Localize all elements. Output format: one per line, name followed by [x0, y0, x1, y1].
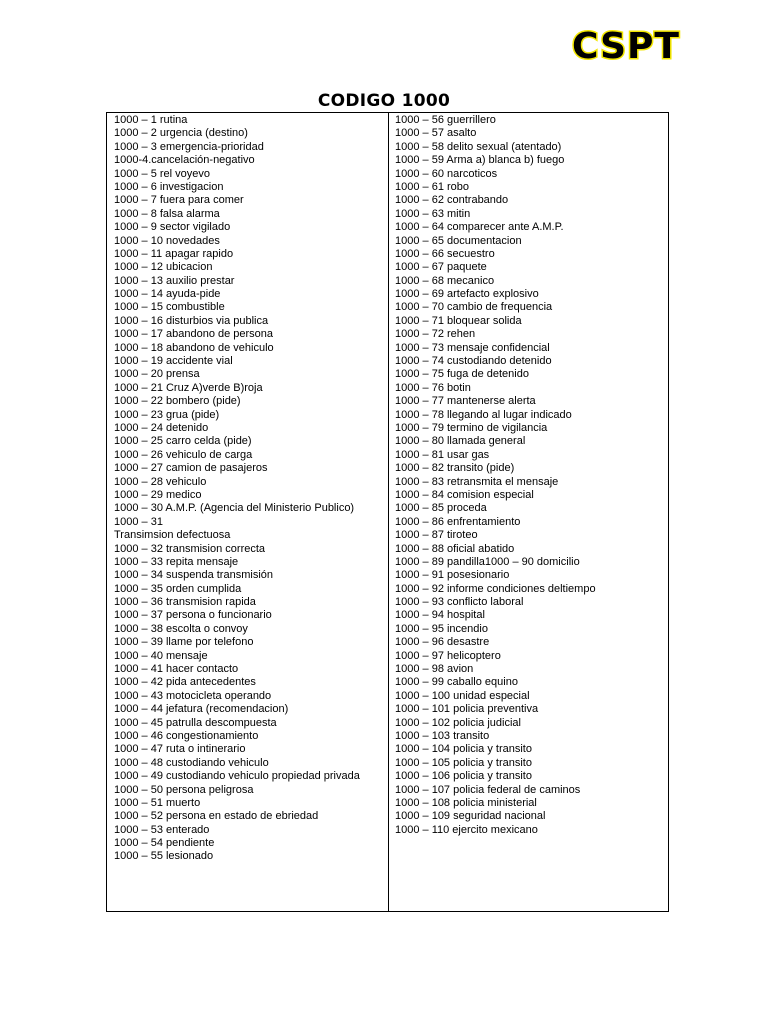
- code-entry: 1000 – 64 comparecer ante A.M.P.: [395, 221, 564, 234]
- code-entry: 1000 – 18 abandono de vehiculo: [114, 341, 274, 354]
- code-entry: 1000 – 14 ayuda-pide: [114, 288, 221, 301]
- code-entry: 1000 – 62 contrabando: [395, 194, 509, 207]
- code-entry: 1000 – 3 emergencia-prioridad: [114, 140, 264, 153]
- code-entry: Transimsion defectuosa: [114, 529, 231, 542]
- code-entry: 1000 – 82 transito (pide): [395, 462, 515, 475]
- page-title: CODIGO 1000: [317, 91, 451, 111]
- code-entry: 1000 – 43 motocicleta operando: [114, 689, 272, 702]
- codes-column-right: [389, 113, 668, 911]
- codes-table: [106, 112, 669, 912]
- code-entry: 1000 – 44 jefatura (recomendacion): [114, 703, 289, 716]
- code-entry: 1000 – 69 artefacto explosivo: [395, 288, 539, 301]
- code-entry: 1000 – 1 rutina: [114, 114, 188, 126]
- code-entry: 1000 – 73 mensaje confidencial: [395, 341, 550, 354]
- code-entry: 1000 – 54 pendiente: [114, 837, 215, 850]
- code-entry: 1000 – 56 guerrillero: [395, 114, 496, 126]
- code-entry: 1000 – 81 usar gas: [395, 448, 490, 461]
- code-entry: 1000 – 95 incendio: [395, 622, 488, 635]
- code-entry: 1000 – 75 fuga de detenido: [395, 368, 529, 381]
- code-entry: 1000 – 91 posesionario: [395, 569, 510, 582]
- code-entry: 1000 – 5 rel voyevo: [114, 167, 211, 180]
- code-entry: 1000 – 30 A.M.P. (Agencia del Ministerio Publico): [114, 502, 355, 515]
- code-entry: 1000 – 10 novedades: [114, 234, 220, 247]
- code-entry: 1000 – 65 documentacion: [395, 234, 522, 247]
- code-entry: 1000 – 106 policia y transito: [395, 770, 532, 783]
- code-entry: 1000 – 42 pida antecedentes: [114, 676, 256, 689]
- code-entry: 1000 – 41 hacer contacto: [114, 663, 239, 676]
- code-entry: 1000 – 63 mitin: [395, 207, 471, 220]
- code-entry: 1000 – 9 sector vigilado: [114, 221, 231, 234]
- cspt-logo-mark: [566, 28, 686, 62]
- code-entry: 1000 – 57 asalto: [395, 127, 477, 140]
- code-entry: 1000 – 26 vehiculo de carga: [114, 448, 253, 461]
- code-entry: 1000 – 59 Arma a) blanca b) fuego: [395, 154, 565, 167]
- code-entry: 1000 – 79 termino de vigilancia: [395, 421, 548, 434]
- code-entry: 1000 – 36 transmision rapida: [114, 596, 256, 609]
- code-entry: 1000 – 60 narcoticos: [395, 167, 498, 180]
- code-entry: 1000 – 51 muerto: [114, 796, 201, 809]
- code-entry: 1000 – 48 custodiando vehiculo: [114, 756, 269, 769]
- code-entry: 1000 – 78 llegando al lugar indicado: [395, 408, 572, 421]
- cspt-logo-text: CSPT: [572, 28, 680, 62]
- code-entry: 1000 – 45 patrulla descompuesta: [114, 716, 277, 729]
- code-entry: 1000 – 52 persona en estado de ebriedad: [114, 810, 319, 823]
- code-entry: 1000 – 38 escolta o convoy: [114, 622, 248, 635]
- code-entry: 1000 – 58 delito sexual (atentado): [395, 140, 562, 153]
- code-entry: 1000 – 96 desastre: [395, 636, 490, 649]
- code-entry: 1000 – 27 camion de pasajeros: [114, 462, 268, 475]
- code-entry: 1000 – 29 medico: [114, 488, 202, 501]
- code-entry: 1000 – 34 suspenda transmisión: [114, 569, 273, 582]
- code-entry: 1000-4.cancelación-negativo: [114, 154, 255, 167]
- code-entry: 1000 – 74 custodiando detenido: [395, 355, 552, 368]
- code-entry: 1000 – 53 enterado: [114, 823, 210, 836]
- code-entry: 1000 – 39 llame por telefono: [114, 636, 254, 649]
- code-entry: 1000 – 49 custodiando vehiculo propiedad privada: [114, 770, 360, 783]
- code-entry: 1000 – 17 abandono de persona: [114, 328, 274, 341]
- code-entry: 1000 – 16 disturbios via publica: [114, 314, 269, 327]
- code-entry: 1000 – 37 persona o funcionario: [114, 609, 272, 622]
- code-entry: 1000 – 110 ejercito mexicano: [395, 823, 538, 836]
- code-entry: 1000 – 108 policia ministerial: [395, 796, 537, 809]
- code-entry: 1000 – 105 policia y transito: [395, 756, 532, 769]
- code-entry: 1000 – 35 orden cumplida: [114, 582, 242, 595]
- code-entry: 1000 – 84 comision especial: [395, 488, 534, 501]
- code-entry: 1000 – 28 vehiculo: [114, 475, 207, 488]
- code-entry: 1000 – 24 detenido: [114, 421, 209, 434]
- code-entry: 1000 – 103 transito: [395, 729, 490, 742]
- code-entry: 1000 – 77 mantenerse alerta: [395, 395, 536, 408]
- code-entry: 1000 – 8 falsa alarma: [114, 207, 220, 220]
- code-entry: 1000 – 83 retransmita el mensaje: [395, 475, 559, 488]
- code-entry: 1000 – 80 llamada general: [395, 435, 526, 448]
- code-entry: 1000 – 20 prensa: [114, 368, 200, 381]
- code-entry: 1000 – 107 policia federal de caminos: [395, 783, 581, 796]
- code-entry: 1000 – 86 enfrentamiento: [395, 515, 521, 528]
- code-entry: 1000 – 87 tiroteo: [395, 529, 478, 542]
- code-entry: 1000 – 67 paquete: [395, 261, 487, 274]
- code-entry: 1000 – 104 policia y transito: [395, 743, 532, 756]
- code-entry: 1000 – 85 proceda: [395, 502, 487, 515]
- code-entry: 1000 – 12 ubicacion: [114, 261, 213, 274]
- code-entry: 1000 – 94 hospital: [395, 609, 485, 622]
- code-entry: 1000 – 102 policia judicial: [395, 716, 521, 729]
- code-entry: 1000 – 33 repita mensaje: [114, 555, 239, 568]
- codes-column-left: [107, 113, 389, 911]
- cspt-logo: [566, 28, 686, 62]
- code-entry: 1000 – 13 auxilio prestar: [114, 274, 235, 287]
- code-entry: 1000 – 32 transmision correcta: [114, 542, 266, 555]
- code-entry: 1000 – 2 urgencia (destino): [114, 127, 248, 140]
- code-entry: 1000 – 6 investigacion: [114, 180, 224, 193]
- code-entry: 1000 – 31: [114, 515, 163, 528]
- code-entry: 1000 – 15 combustible: [114, 301, 225, 314]
- code-entry: 1000 – 99 caballo equino: [395, 676, 518, 689]
- code-entry: 1000 – 109 seguridad nacional: [395, 810, 546, 823]
- code-entry: 1000 – 76 botin: [395, 381, 471, 394]
- code-entry: 1000 – 97 helicoptero: [395, 649, 501, 662]
- code-entry: 1000 – 25 carro celda (pide): [114, 435, 252, 448]
- code-entry: 1000 – 92 informe condiciones deltiempo: [395, 582, 596, 595]
- code-entry: 1000 – 23 grua (pide): [114, 408, 220, 421]
- code-entry: 1000 – 40 mensaje: [114, 649, 208, 662]
- code-entry: 1000 – 7 fuera para comer: [114, 194, 244, 207]
- code-entry: 1000 – 46 congestionamiento: [114, 729, 259, 742]
- code-entry: 1000 – 88 oficial abatido: [395, 542, 515, 555]
- code-entry: 1000 – 93 conflicto laboral: [395, 596, 524, 609]
- code-entry: 1000 – 71 bloquear solida: [395, 314, 522, 327]
- code-entry: 1000 – 19 accidente vial: [114, 355, 233, 368]
- code-entry: 1000 – 70 cambio de frequencia: [395, 301, 553, 314]
- code-entry: 1000 – 61 robo: [395, 180, 470, 193]
- code-entry: 1000 – 68 mecanico: [395, 274, 495, 287]
- code-entry: 1000 – 66 secuestro: [395, 247, 495, 260]
- code-entry: 1000 – 11 apagar rapido: [114, 247, 234, 260]
- code-entry: 1000 – 72 rehen: [395, 328, 476, 341]
- code-entry: 1000 – 101 policia preventiva: [395, 703, 539, 716]
- code-entry: 1000 – 55 lesionado: [114, 850, 214, 863]
- code-entry: 1000 – 89 pandilla1000 – 90 domicilio: [395, 555, 580, 568]
- code-entry: 1000 – 47 ruta o intinerario: [114, 743, 246, 756]
- code-entry: 1000 – 98 avion: [395, 663, 474, 676]
- code-entry: 1000 – 50 persona peligrosa: [114, 783, 254, 796]
- code-entry: 1000 – 22 bombero (pide): [114, 395, 241, 408]
- code-entry: 1000 – 21 Cruz A)verde B)roja: [114, 381, 263, 394]
- code-entry: 1000 – 100 unidad especial: [395, 689, 530, 702]
